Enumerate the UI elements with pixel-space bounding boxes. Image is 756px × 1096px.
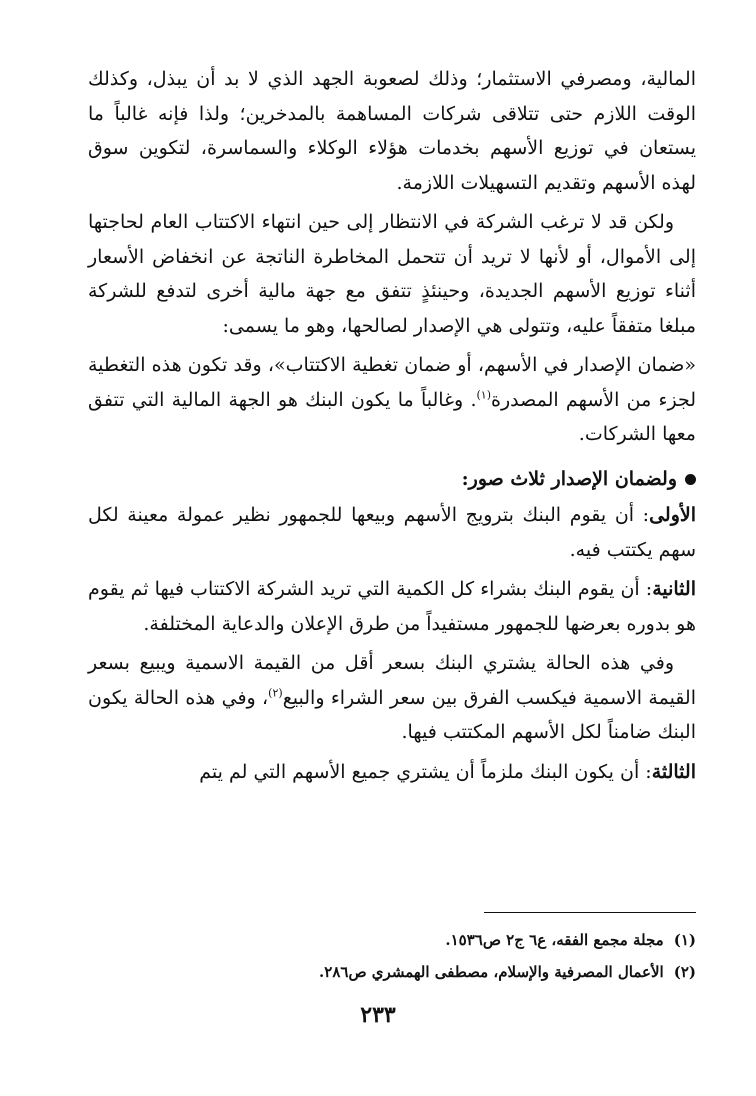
footnote-1-number: (١) — [673, 931, 696, 949]
footnote-2-number: (٢) — [673, 963, 696, 981]
footnotes — [88, 924, 696, 988]
paragraph-1-text: المالية، ومصرفي الاستثمار؛ وذلك لصعوبة الجهد الذي لا بد أن يبذل، وكذلك الوقت اللازم حتى تتلاقى شركات المساهمة بالمدخرين؛ ولذا فإنه غالباً ما يستعان في توزيع الأسهم بخدمات هؤلاء الوكلاء والسماسرة، لتكوين سوق لهذه الأسهم وتقديم التسهيلات اللازمة. — [88, 68, 696, 194]
footnote-divider — [484, 912, 696, 913]
section-heading — [88, 462, 696, 497]
page-number: ٢٣٣ — [360, 1002, 396, 1028]
paragraph-3-text-b: . وغالباً ما يكون البنك هو الجهة المالية التي تتفق معها الشركات. — [88, 388, 696, 445]
paragraph-1 — [88, 62, 696, 200]
footnote-1-text: مجلة مجمع الفقه، ع٦ ج٢ ص١٥٣٦. — [445, 931, 664, 949]
paragraph-4-text-b: ، وفي هذه الحالة يكون البنك ضامناً لكل الأسهم المكتتب فيها. — [88, 686, 696, 743]
paragraph-4 — [88, 646, 696, 750]
form-second-term: الثانية — [652, 578, 696, 600]
footnote-2-text: الأعمال المصرفية والإسلام، مصطفى الهمشري ص٢٨٦. — [319, 963, 664, 981]
form-first — [88, 498, 696, 567]
paragraph-2 — [88, 205, 696, 343]
form-third-text: : أن يكون البنك ملزماً أن يشتري جميع الأسهم التي لم يتم — [199, 760, 652, 783]
footnote-ref-1: (١) — [476, 388, 492, 402]
paragraph-3-text-a: «ضمان الإصدار في الأسهم، أو ضمان تغطية الاكتتاب»، وقد تكون هذه التغطية لجزء من الأسهم المصدرة — [88, 354, 696, 411]
main-text — [88, 62, 696, 794]
form-third-term: الثالثة — [651, 760, 696, 783]
paragraph-3 — [88, 348, 696, 452]
footnote-ref-2: (٢) — [268, 686, 283, 700]
paragraph-4-text-a: وفي هذه الحالة يشتري البنك بسعر أقل من القيمة الاسمية ويبيع بسعر القيمة الاسمية فيكسب الفرق بين سعر الشراء والبيع — [88, 652, 696, 709]
paragraph-2-text: ولكن قد لا ترغب الشركة في الانتظار إلى حين انتهاء الاكتتاب العام لحاجتها إلى الأموال، أو لأنها لا تريد أن تتحمل المخاطرة الناتجة عن انخفاض الأسعار أثناء توزيع الأسهم الجديدة، وحينئذٍ تتفق مع جهة مالية أخرى لتدفع للشركة مبلغا متفقاً عليه، وتتولى هي الإصدار لصالحها، وهو ما يسمى: — [88, 211, 696, 337]
bullet-icon — [685, 474, 696, 485]
form-first-text: : أن يقوم البنك بترويج الأسهم وبيعها للجمهور نظير عمولة معينة لكل سهم يكتتب فيه. — [88, 504, 696, 561]
form-first-term: الأولى — [649, 504, 696, 526]
form-third — [88, 755, 696, 790]
footnote-2 — [88, 956, 696, 988]
form-second-text: : أن يقوم البنك بشراء كل الكمية التي تريد الشركة الاكتتاب فيها ثم يقوم هو بدوره بعرضها للجمهور مستفيداً من طرق الإعلان والدعاية المختلفة. — [88, 578, 696, 635]
form-second — [88, 572, 696, 641]
footnote-1 — [88, 924, 696, 956]
section-heading-text: ولضمان الإصدار ثلاث صور: — [461, 467, 677, 490]
